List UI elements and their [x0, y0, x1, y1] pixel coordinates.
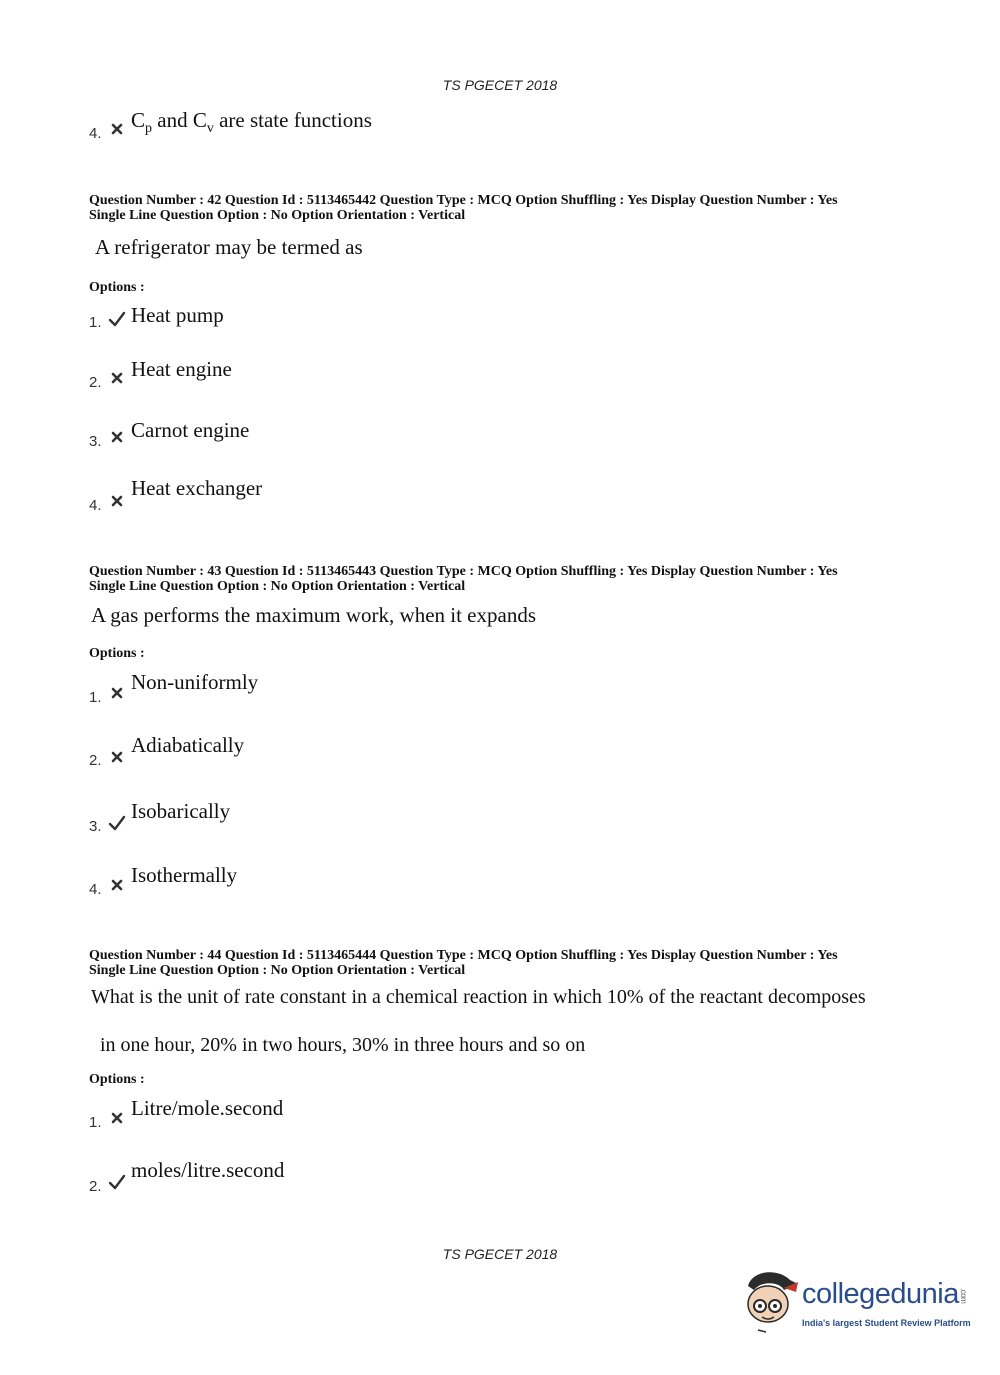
- option-text: Heat engine: [131, 357, 232, 381]
- question-stem-continued: in one hour, 20% in two hours, 30% in three hours and so on: [100, 1034, 586, 1056]
- option-number: 4.: [89, 125, 102, 142]
- option-number: 2.: [89, 1178, 102, 1195]
- cross-icon: [108, 684, 126, 702]
- collegedunia-logo: [740, 1268, 970, 1338]
- meta-line: Question Number : 44 Question Id : 5113465444 Question Type : MCQ Option Shuffling : Yes Display Question Number : Yes: [89, 948, 838, 963]
- cross-icon: [108, 1109, 126, 1127]
- page-footer: TS PGECET 2018: [442, 1246, 558, 1262]
- option-text: Carnot engine: [131, 418, 250, 442]
- meta-line: Single Line Question Option : No Option Orientation : Vertical: [89, 963, 466, 978]
- option-text: Non-uniformly: [131, 670, 259, 694]
- cross-icon: [108, 492, 126, 510]
- option-text: Heat pump: [131, 303, 224, 327]
- question-meta: [89, 564, 838, 594]
- question-stem: A gas performs the maximum work, when it expands: [91, 603, 536, 627]
- options-label: Options :: [89, 1072, 145, 1087]
- option-number: 4.: [89, 881, 102, 898]
- meta-line: Single Line Question Option : No Option Orientation : Vertical: [89, 208, 466, 223]
- option-number: 1.: [89, 314, 102, 331]
- cross-icon: [108, 120, 126, 138]
- question-stem: A refrigerator may be termed as: [95, 235, 363, 259]
- option-number: 1.: [89, 1114, 102, 1131]
- cross-icon: [108, 369, 126, 387]
- options-label: Options :: [89, 280, 145, 295]
- options-label: Options :: [89, 646, 145, 661]
- question-stem: What is the unit of rate constant in a chemical reaction in which 10% of the reactant decomposes: [91, 986, 866, 1008]
- option-text: Isothermally: [131, 863, 238, 887]
- meta-line: Question Number : 43 Question Id : 5113465443 Question Type : MCQ Option Shuffling : Yes Display Question Number : Yes: [89, 564, 838, 579]
- logo-tagline: India's largest Student Review Platform: [802, 1318, 971, 1328]
- option-text: Heat exchanger: [131, 476, 263, 500]
- option-number: 4.: [89, 497, 102, 514]
- mascot-icon: [740, 1268, 800, 1338]
- option-text: Isobarically: [131, 799, 231, 823]
- question-meta: [89, 193, 838, 223]
- cross-icon: [108, 876, 126, 894]
- page-header: TS PGECET 2018: [442, 77, 558, 93]
- option-text: Adiabatically: [131, 733, 245, 757]
- option-number: 3.: [89, 818, 102, 835]
- check-icon: [108, 814, 126, 832]
- check-icon: [108, 1173, 126, 1191]
- option-number: 2.: [89, 374, 102, 391]
- meta-line: Single Line Question Option : No Option Orientation : Vertical: [89, 579, 466, 594]
- option-number: 2.: [89, 752, 102, 769]
- option-text: moles/litre.second: [131, 1158, 285, 1182]
- logo-wordmark: collegedunia.com: [802, 1278, 968, 1310]
- option-number: 1.: [89, 689, 102, 706]
- option-text: $C_p$ and $C_v$ are state functions: [131, 108, 372, 137]
- question-meta: [89, 948, 838, 978]
- cross-icon: [108, 748, 126, 766]
- option-number: 3.: [89, 433, 102, 450]
- meta-line: Question Number : 42 Question Id : 5113465442 Question Type : MCQ Option Shuffling : Yes Display Question Number : Yes: [89, 193, 838, 208]
- option-text: Litre/mole.second: [131, 1096, 284, 1120]
- check-icon: [108, 310, 126, 328]
- cross-icon: [108, 428, 126, 446]
